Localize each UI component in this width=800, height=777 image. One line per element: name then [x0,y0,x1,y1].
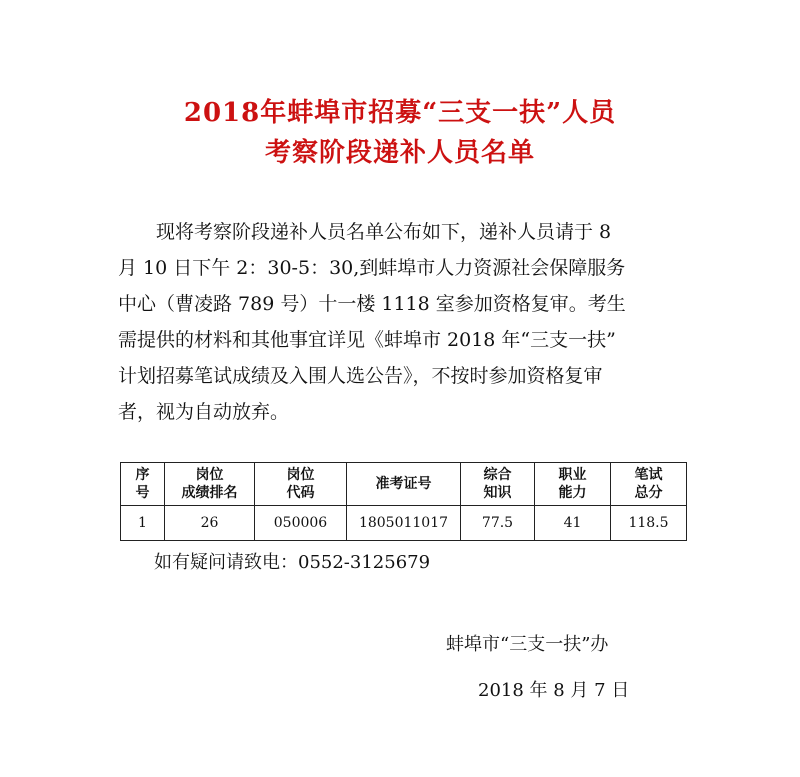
header-text: 序 [135,467,150,483]
header-text: 岗位 [195,467,224,483]
header-exam-id [347,463,461,506]
signature-org: 蚌埠市“三支一扶”办 [446,634,609,655]
cell-exam-id: 1805011017 [347,506,461,541]
header-text: 综合 [483,467,512,483]
header-text: 职业 [558,467,587,483]
paragraph-line: 月 10 日下午 2：30-5：30,到蚌埠市人力资源社会保障服务 [118,257,626,279]
paragraph-line: 计划招募笔试成绩及入围人选公告》，不按时参加资格复审 [118,365,603,387]
paragraph-line: 需提供的材料和其他事宜详见《蚌埠市 2018 年“三支一扶” [118,329,616,351]
document-title-line2: 考察阶段递补人员名单 [264,138,535,168]
cell-seq: 1 [121,506,165,541]
paragraph-line: 者，视为自动放弃。 [118,401,290,423]
header-text: 总分 [634,485,663,501]
cell-rank: 26 [165,506,255,541]
paragraph-line: 中心（曹凌路 789 号）十一楼 1118 室参加资格复审。考生 [118,293,626,315]
header-text: 笔试 [634,467,663,483]
header-rank [165,463,255,506]
header-position-code [255,463,347,506]
header-vocational-ability [535,463,611,506]
header-seq [121,463,165,506]
cell-position-code: 050006 [255,506,347,541]
document-title-line1: 2018年蚌埠市招募“三支一扶”人员 [183,98,617,128]
header-total-score [611,463,687,506]
notice-paragraph [118,214,686,430]
paragraph-line: 现将考察阶段递补人员名单公布如下，递补人员请于 8 [156,221,612,243]
header-text: 知识 [483,485,512,501]
header-general-knowledge [461,463,535,506]
table-row [121,506,687,541]
cell-vocational-ability: 41 [535,506,611,541]
candidate-table [120,462,687,541]
cell-general-knowledge: 77.5 [461,506,535,541]
header-text: 准考证号 [375,476,432,492]
cell-total-score: 118.5 [611,506,687,541]
header-text: 岗位 [286,467,315,483]
header-text: 能力 [558,485,587,501]
header-text: 号 [135,485,150,501]
contact-line: 如有疑问请致电：0552-3125679 [154,552,431,573]
table-header-row [121,463,687,506]
signature-date: 2018 年 8 月 7 日 [478,680,630,701]
header-text: 代码 [286,485,315,501]
header-text: 成绩排名 [181,485,238,501]
